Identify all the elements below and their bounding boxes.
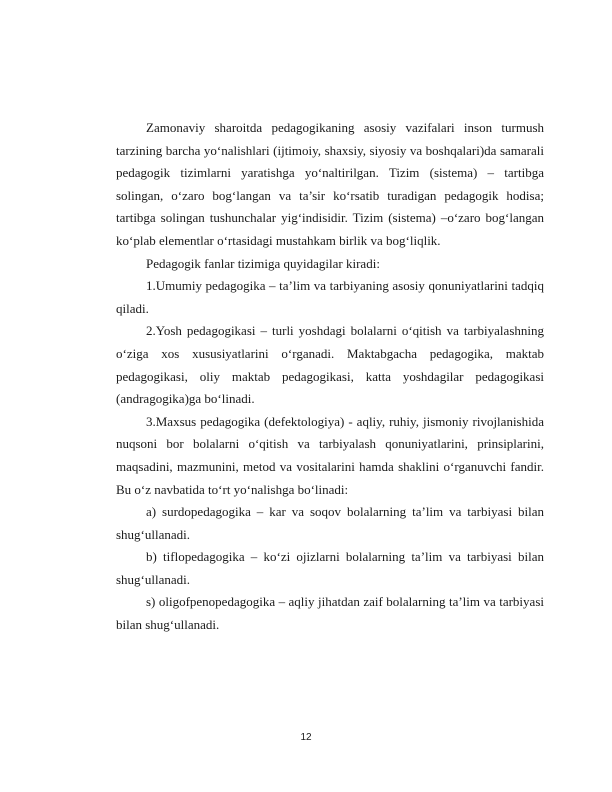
sub-item-tiflopedagogy: b) tiflopedagogika – ko‘zi ojizlarni bolalarning ta’lim va tarbiyasi bilan shug‘ullanadi. (116, 549, 544, 587)
page-number: 12 (300, 732, 312, 743)
paragraph-system-lead: Pedagogik fanlar tizimiga quyidagilar kiradi: (146, 255, 380, 271)
sub-item-oligophrenopedagogy: s) oligofpenopedagogika – aqliy jihatdan zaif bolalarning ta’lim va tarbiyasi bilan shug‘ullanadi. (116, 594, 544, 633)
sub-item-surdopedagogy: a) surdopedagogika – kar va soqov bolalarning ta’lim va tarbiyasi bilan shug‘ullanadi. (116, 504, 544, 542)
list-item-age-pedagogy: 2.Yosh pedagogikasi – turli yoshdagi bolalarni o‘qitish va tarbiyalashning o‘ziga xos xususiyatlarini o‘rganadi. Maktabgacha pedagogika, maktab pedagogikasi, oliy maktab pedagogikasi, katta yoshdagilar pedagogikasi (andragogika)ga bo‘linadi. (116, 323, 544, 407)
list-item-special-pedagogy: 3.Maxsus pedagogika (defektologiya) - aqliy, ruhiy, jismoniy rivojlanishida nuqsoni bor bolalarni o‘qitish va tarbiyalash qonuniyatlarini, prinsiplarini, maqsadini, mazmunini, metod va vositalarini hamda shaklini o‘rganuvchi fandir. Bu o‘z navbatida to‘rt yo‘nalishga bo‘linadi: (116, 413, 544, 497)
list-item-general-pedagogy: 1.Umumiy pedagogika – ta’lim va tarbiyaning asosiy qonuniyatlarini tadqiq qiladi. (116, 278, 544, 316)
paragraph-intro: Zamonaviy sharoitda pedagogikaning asosiy vazifalari inson turmush tarzining barcha yo‘nalishlari (ijtimoiy, shaxsiy, siyosiy va boshqalari)da samarali pedagogik tizimlarni yaratishga yo‘naltirilgan. Tizim (sistema) – tartibga solingan, o‘zaro bog‘langan va ta’sir ko‘rsatib turadigan pedagogik hodisa; tartibga solingan tushunchalar yig‘indisidir. Tizim (sistema) –o‘zaro bog‘langan ko‘plab elementlar o‘rtasidagi mustahkam birlik va bog‘liqlik. (116, 120, 544, 248)
body-text (116, 117, 544, 637)
